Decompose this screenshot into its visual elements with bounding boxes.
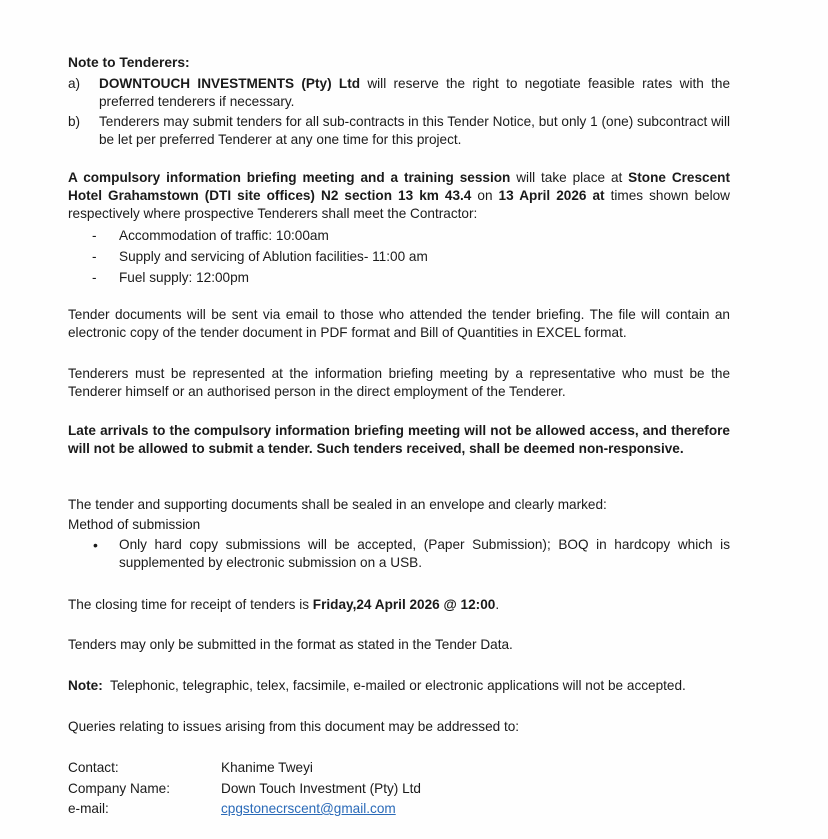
- briefing-date: 13 April 2026 at: [498, 188, 605, 203]
- email-cell: [221, 800, 421, 821]
- notes-list: [68, 75, 730, 151]
- method-heading: Method of submission: [68, 517, 201, 532]
- queries-paragraph: Queries relating to issues arising from this document may be addressed to:: [68, 719, 520, 734]
- dash-icon: -: [92, 270, 97, 285]
- closing-end: .: [495, 597, 500, 612]
- note-a-text: will reserve the right to negotiate feasible rates with the preferred tenderers if necessary.: [99, 76, 731, 109]
- session-label: Supply and servicing of Ablution facilities- 11:00 am: [119, 249, 428, 264]
- contact-value: Khanime Tweyi: [221, 760, 313, 775]
- company-name-bold: DOWNTOUCH INVESTMENTS (Pty) Ltd: [99, 76, 361, 91]
- briefing-venue: Stone Crescent Hotel Grahamstown (DTI site offices) N2 section 13 km 43.4: [68, 170, 730, 203]
- contact-table: [68, 759, 421, 821]
- closing-date: Friday,24 April 2026 @ 12:00: [312, 597, 496, 612]
- briefing-bold-1: A compulsory information briefing meeting and a training session: [68, 170, 511, 185]
- method-list: [68, 536, 730, 572]
- session-item: [68, 267, 730, 288]
- session-label: Accommodation of traffic: 10:00am: [119, 228, 329, 243]
- briefing-text-2: on: [471, 188, 499, 203]
- closing-text: The closing time for receipt of tenders is: [68, 597, 313, 612]
- method-item-text: Only hard copy submissions will be accepted, (Paper Submission); BOQ in hardcopy which is supplemented by electronic submission on a USB.: [119, 537, 730, 570]
- closing-paragraph: [68, 596, 730, 614]
- company-value: Down Touch Investment (Pty) Ltd: [221, 780, 421, 796]
- company-label: Company Name:: [68, 780, 170, 796]
- late-arrivals-paragraph: Late arrivals to the compulsory information briefing meeting will not be allowed access, and therefore will not be allowed to submit a tender. Such tenders received, shall be deemed non-responsive.: [68, 423, 730, 456]
- submission-section: [68, 495, 730, 572]
- note-heading: Note to Tenderers:: [68, 55, 190, 70]
- note-b-text: Tenderers may submit tenders for all sub-contracts in this Tender Notice, but only 1 (one) subcontract will be let per preferred Tenderer at any one time for this project.: [99, 114, 730, 147]
- session-label: Fuel supply: 12:00pm: [119, 270, 249, 285]
- company-row: [68, 780, 421, 801]
- list-marker: b): [68, 114, 81, 129]
- briefing-paragraph: [68, 169, 730, 223]
- note-label: Note:: [68, 678, 103, 693]
- email-link[interactable]: cpgstonecrscent@gmail.com: [221, 801, 396, 816]
- briefing-text-1: will take place at: [510, 170, 629, 185]
- sealed-paragraph: The tender and supporting documents shall be sealed in an envelope and clearly marked:: [68, 497, 607, 512]
- tender-documents-paragraph: Tender documents will be sent via email to those who attended the tender briefing. The file will contain an electronic copy of the tender document in PDF format and Bill of Quantities in EXCEL format.: [68, 307, 730, 340]
- method-item: [68, 536, 730, 572]
- list-marker: a): [68, 76, 81, 91]
- contact-row: [68, 759, 421, 780]
- note-text: Telephonic, telegraphic, telex, facsimile, e-mailed or electronic applications will not be accepted.: [102, 678, 686, 693]
- dash-icon: -: [92, 249, 97, 264]
- dash-icon: -: [92, 228, 97, 243]
- email-row: [68, 800, 421, 821]
- representation-paragraph: Tenderers must be represented at the information briefing meeting by a representative who must be the Tenderer himself or an authorised person in the direct employment of the Tenderer.: [68, 366, 730, 399]
- briefing-section: [68, 169, 730, 288]
- note-paragraph: [68, 677, 730, 695]
- note-item-a: [68, 75, 730, 111]
- bullet-icon: •: [93, 537, 98, 553]
- session-list: [68, 225, 730, 288]
- note-item-b: [68, 113, 730, 149]
- contact-label: Contact:: [68, 760, 119, 775]
- email-label: e-mail:: [68, 801, 109, 816]
- briefing-text-3: times shown below respectively where prospective Tenderers shall meet the Contractor:: [68, 188, 730, 221]
- format-paragraph: Tenders may only be submitted in the format as stated in the Tender Data.: [68, 637, 513, 652]
- session-item: [68, 246, 730, 267]
- session-item: [68, 225, 730, 246]
